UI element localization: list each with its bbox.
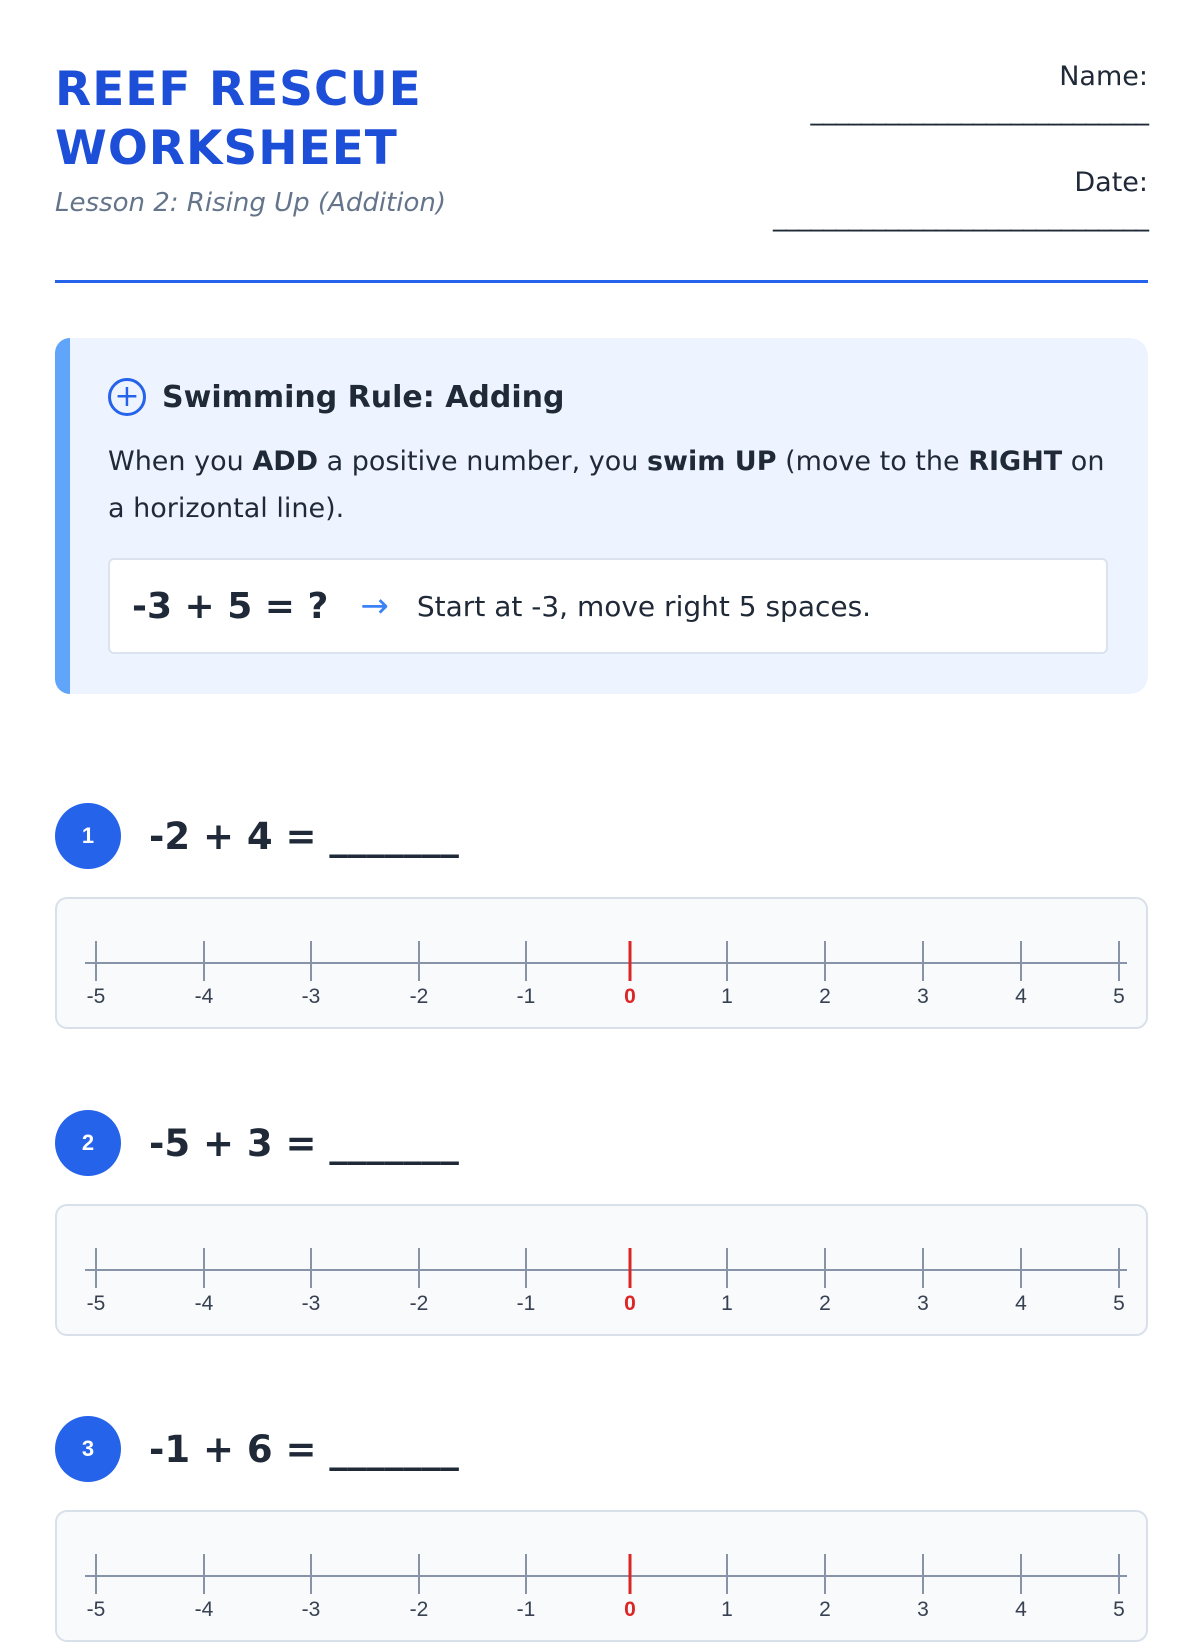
- rule-heading-row: [108, 378, 565, 416]
- number-line-tick-label: 3: [917, 985, 929, 1008]
- name-label: Name:: [1059, 61, 1148, 92]
- rule-text-part: on a horizontal line).: [108, 446, 1105, 524]
- page-subtitle: Lesson 2: Rising Up (Addition): [55, 188, 447, 218]
- page-title: REEF RESCUE WORKSHEET: [55, 62, 422, 176]
- number-line-tick-label: -5: [86, 985, 106, 1008]
- number-line-tick-label: 1: [721, 1292, 733, 1315]
- problem-number-badge: 3: [55, 1416, 121, 1482]
- number-line-tick-label: 4: [1015, 1292, 1027, 1315]
- number-line-tick-label: 3: [917, 1292, 929, 1315]
- number-line-tick-label: -4: [194, 1598, 214, 1621]
- rule-text-emphasis: RIGHT: [968, 446, 1063, 477]
- arrow-right-icon: →: [360, 586, 389, 626]
- problem-number-badge: 1: [55, 803, 121, 869]
- problem-question[interactable]: -1 + 6 = _______: [149, 1427, 459, 1471]
- number-line: [55, 897, 1148, 1029]
- number-line-tick-label: -3: [301, 1598, 321, 1621]
- rule-text-emphasis: swim UP: [646, 446, 777, 477]
- number-line-tick-label: -3: [301, 1292, 321, 1315]
- number-line-tick-label: -5: [86, 1292, 106, 1315]
- number-line: [55, 1204, 1148, 1336]
- number-line-tick-label: 0: [624, 985, 636, 1008]
- number-line-tick-label: 0: [624, 1598, 636, 1621]
- number-line-tick-label: 5: [1113, 985, 1125, 1008]
- number-line-tick-label: 1: [721, 1598, 733, 1621]
- number-line-tick-label: 2: [819, 1598, 831, 1621]
- example-box: [108, 558, 1108, 654]
- problem-number-badge: 2: [55, 1110, 121, 1176]
- number-line-tick-label: -1: [516, 985, 536, 1008]
- rule-text-part: (move to the: [776, 446, 969, 477]
- number-line-tick-label: -3: [301, 985, 321, 1008]
- number-line: [55, 1510, 1148, 1642]
- number-line-tick-label: 4: [1015, 985, 1027, 1008]
- number-line-tick-label: 3: [917, 1598, 929, 1621]
- date-label: Date:: [1074, 167, 1148, 198]
- number-line-tick-label: -2: [409, 1292, 429, 1315]
- number-line-tick-label: 0: [624, 1292, 636, 1315]
- rule-callout: [55, 338, 1148, 694]
- number-line-tick-label: 2: [819, 1292, 831, 1315]
- number-line-tick-label: -4: [194, 985, 214, 1008]
- problem-1: [55, 803, 1148, 1029]
- number-line-tick-label: 4: [1015, 1598, 1027, 1621]
- problem-2: [55, 1110, 1148, 1336]
- rule-text-part: a positive number, you: [318, 446, 647, 477]
- problem-question[interactable]: -2 + 4 = _______: [149, 814, 459, 858]
- date-field[interactable]: ______________________________: [773, 201, 1148, 232]
- header-divider: [55, 280, 1148, 283]
- example-hint: Start at -3, move right 5 spaces.: [416, 589, 872, 623]
- number-line-tick-label: -1: [516, 1598, 536, 1621]
- student-info: [773, 60, 1148, 234]
- problem-question[interactable]: -5 + 3 = _______: [149, 1121, 459, 1165]
- problem-3: [55, 1416, 1148, 1642]
- number-line-svg: [57, 1206, 1146, 1334]
- number-line-tick-label: -1: [516, 1292, 536, 1315]
- number-line-tick-label: -5: [86, 1598, 106, 1621]
- rule-description: [108, 438, 1118, 532]
- number-line-svg: [57, 1512, 1146, 1640]
- number-line-tick-label: 5: [1113, 1598, 1125, 1621]
- rule-text-part: When you: [108, 446, 253, 477]
- number-line-tick-label: -2: [409, 1598, 429, 1621]
- plus-circle-icon: +: [108, 378, 146, 416]
- number-line-tick-label: 5: [1113, 1292, 1125, 1315]
- number-line-tick-label: -2: [409, 985, 429, 1008]
- example-equation: -3 + 5 = ?: [132, 585, 329, 627]
- number-line-svg: [57, 899, 1146, 1027]
- callout-accent-bar: [55, 338, 70, 694]
- rule-text-emphasis: ADD: [252, 446, 319, 477]
- number-line-tick-label: 2: [819, 985, 831, 1008]
- rule-heading: Swimming Rule: Adding: [162, 379, 565, 415]
- number-line-tick-label: -4: [194, 1292, 214, 1315]
- name-field[interactable]: ___________________________: [810, 95, 1148, 126]
- worksheet-header: [55, 60, 1148, 282]
- number-line-tick-label: 1: [721, 985, 733, 1008]
